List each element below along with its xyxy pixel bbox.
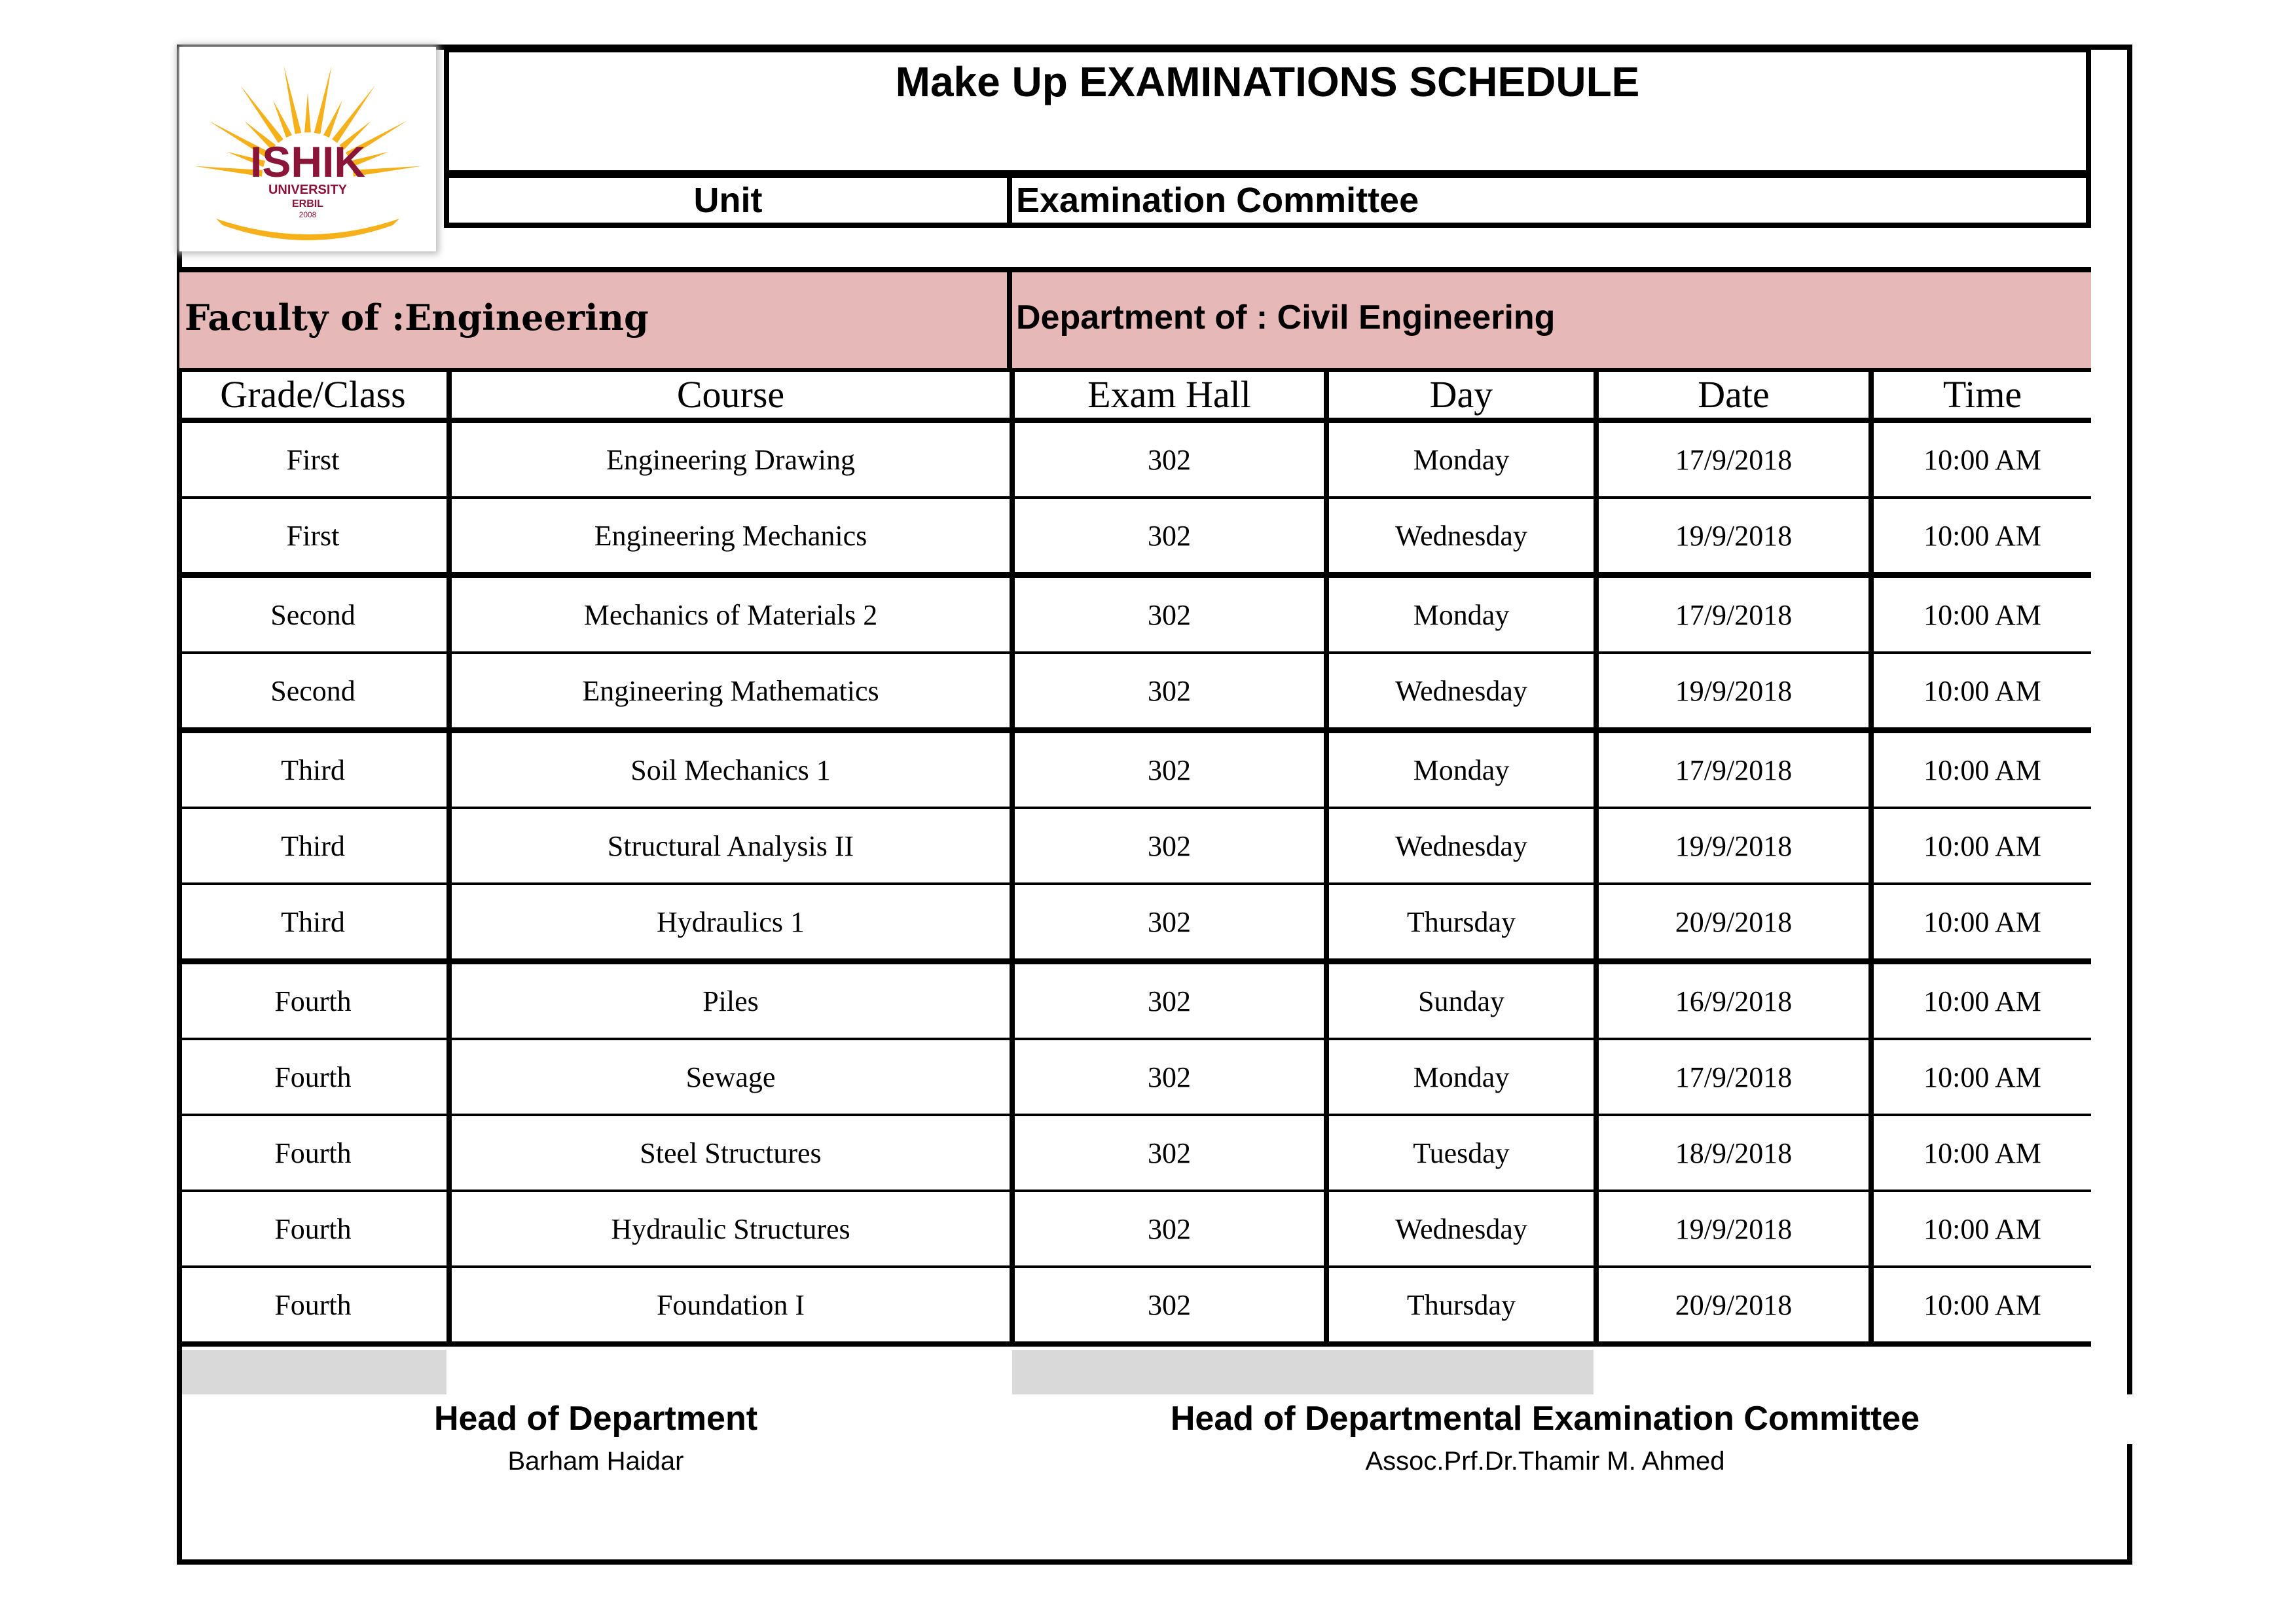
table-row xyxy=(179,731,2091,808)
date-cell: 19/9/2018 xyxy=(1596,653,1871,731)
department-label: Department of : Civil Engineering xyxy=(1016,299,1556,336)
logo-name: ISHIK xyxy=(249,137,366,186)
sun-ray xyxy=(332,85,375,143)
course-cell: Hydraulics 1 xyxy=(449,884,1012,962)
column-header-time: Time xyxy=(1871,370,2091,420)
signature-right-title: Head of Departmental Examination Committee xyxy=(1170,1400,1920,1438)
frame-right-border-lower xyxy=(2127,1444,2132,1565)
date-cell: 19/9/2018 xyxy=(1596,808,1871,884)
grade-cell: Third xyxy=(179,884,449,962)
date-cell: 16/9/2018 xyxy=(1596,962,1871,1040)
grade-cell: Fourth xyxy=(179,962,449,1040)
time-cell: 10:00 AM xyxy=(1871,420,2091,498)
table-row xyxy=(179,884,2091,962)
faculty-label: Faculty of :Engineering xyxy=(185,297,649,338)
course-cell: Hydraulic Structures xyxy=(449,1191,1012,1267)
grade-cell: Third xyxy=(179,731,449,808)
frame-bottom-border xyxy=(177,1559,2132,1565)
grade-cell: Fourth xyxy=(179,1267,449,1344)
day-cell: Monday xyxy=(1326,731,1596,808)
table-header-row xyxy=(179,370,2091,420)
table-row xyxy=(179,420,2091,498)
time-cell: 10:00 AM xyxy=(1871,731,2091,808)
date-cell: 20/9/2018 xyxy=(1596,884,1871,962)
unit-label: Unit xyxy=(693,181,763,220)
grade-cell: Third xyxy=(179,808,449,884)
column-header-grade: Grade/Class xyxy=(179,370,449,420)
page-title: Make Up EXAMINATIONS SCHEDULE xyxy=(895,58,1640,105)
day-cell: Wednesday xyxy=(1326,498,1596,575)
logo-line3: 2008 xyxy=(299,210,317,219)
day-cell: Wednesday xyxy=(1326,653,1596,731)
column-header-course: Course xyxy=(449,370,1012,420)
day-cell: Thursday xyxy=(1326,1267,1596,1344)
day-cell: Monday xyxy=(1326,575,1596,653)
grade-cell: First xyxy=(179,498,449,575)
date-cell: 17/9/2018 xyxy=(1596,420,1871,498)
frame-right-border-upper xyxy=(2127,45,2132,1394)
date-cell: 17/9/2018 xyxy=(1596,731,1871,808)
course-cell: Engineering Mathematics xyxy=(449,653,1012,731)
exam-hall-cell: 302 xyxy=(1012,1267,1326,1344)
day-cell: Wednesday xyxy=(1326,808,1596,884)
exam-hall-cell: 302 xyxy=(1012,808,1326,884)
time-cell: 10:00 AM xyxy=(1871,575,2091,653)
table-row xyxy=(179,575,2091,653)
sun-ray xyxy=(314,66,332,134)
table-row xyxy=(179,1115,2091,1191)
column-header-exam-hall: Exam Hall xyxy=(1012,370,1326,420)
exam-hall-cell: 302 xyxy=(1012,653,1326,731)
signature-left-title: Head of Department xyxy=(433,1400,758,1438)
time-cell: 10:00 AM xyxy=(1871,653,2091,731)
signature-right-name: Assoc.Prf.Dr.Thamir M. Ahmed xyxy=(1365,1447,1725,1476)
grade-cell: Second xyxy=(179,653,449,731)
day-cell: Monday xyxy=(1326,420,1596,498)
grey-strip-middle xyxy=(1012,1350,1594,1394)
time-cell: 10:00 AM xyxy=(1871,884,2091,962)
exam-hall-cell: 302 xyxy=(1012,1115,1326,1191)
grade-cell: First xyxy=(179,420,449,498)
column-header-date: Date xyxy=(1596,370,1871,420)
time-cell: 10:00 AM xyxy=(1871,808,2091,884)
table-row xyxy=(179,1039,2091,1115)
time-cell: 10:00 AM xyxy=(1871,962,2091,1040)
unit-separator xyxy=(1007,173,1012,228)
day-cell: Sunday xyxy=(1326,962,1596,1040)
time-cell: 10:00 AM xyxy=(1871,498,2091,575)
logo-line1: UNIVERSITY xyxy=(268,183,348,197)
course-cell: Sewage xyxy=(449,1039,1012,1115)
grey-strip-left xyxy=(182,1350,446,1394)
exam-hall-cell: 302 xyxy=(1012,420,1326,498)
course-cell: Soil Mechanics 1 xyxy=(449,731,1012,808)
date-cell: 19/9/2018 xyxy=(1596,498,1871,575)
table-row xyxy=(179,1191,2091,1267)
date-cell: 20/9/2018 xyxy=(1596,1267,1871,1344)
exam-hall-cell: 302 xyxy=(1012,962,1326,1040)
grade-cell: Second xyxy=(179,575,449,653)
exam-hall-cell: 302 xyxy=(1012,884,1326,962)
column-header-day: Day xyxy=(1326,370,1596,420)
grade-cell: Fourth xyxy=(179,1115,449,1191)
day-cell: Monday xyxy=(1326,1039,1596,1115)
table-body xyxy=(179,420,2091,1344)
schedule-table-wrapper xyxy=(179,368,2091,1347)
sun-logo-icon xyxy=(179,47,436,251)
sun-ray xyxy=(284,66,302,134)
date-cell: 17/9/2018 xyxy=(1596,1039,1871,1115)
schedule-table xyxy=(179,368,2091,1347)
table-row xyxy=(179,962,2091,1040)
time-cell: 10:00 AM xyxy=(1871,1267,2091,1344)
table-row xyxy=(179,1267,2091,1344)
logo-line2: ERBIL xyxy=(292,198,323,209)
sun-ray xyxy=(304,93,311,132)
day-cell: Wednesday xyxy=(1326,1191,1596,1267)
unit-value: Examination Committee xyxy=(1016,181,1419,220)
time-cell: 10:00 AM xyxy=(1871,1191,2091,1267)
sun-ray xyxy=(240,85,283,143)
course-cell: Structural Analysis II xyxy=(449,808,1012,884)
university-logo xyxy=(179,47,436,251)
course-cell: Steel Structures xyxy=(449,1115,1012,1191)
course-cell: Piles xyxy=(449,962,1012,1040)
day-cell: Thursday xyxy=(1326,884,1596,962)
course-cell: Mechanics of Materials 2 xyxy=(449,575,1012,653)
grade-cell: Fourth xyxy=(179,1039,449,1115)
exam-hall-cell: 302 xyxy=(1012,731,1326,808)
date-cell: 17/9/2018 xyxy=(1596,575,1871,653)
signature-left-name: Barham Haidar xyxy=(507,1447,684,1476)
date-cell: 19/9/2018 xyxy=(1596,1191,1871,1267)
exam-hall-cell: 302 xyxy=(1012,498,1326,575)
table-row xyxy=(179,498,2091,575)
course-cell: Foundation I xyxy=(449,1267,1012,1344)
table-row xyxy=(179,808,2091,884)
exam-hall-cell: 302 xyxy=(1012,1191,1326,1267)
time-cell: 10:00 AM xyxy=(1871,1039,2091,1115)
day-cell: Tuesday xyxy=(1326,1115,1596,1191)
exam-hall-cell: 302 xyxy=(1012,1039,1326,1115)
band-separator xyxy=(1007,267,1012,368)
table-row xyxy=(179,653,2091,731)
date-cell: 18/9/2018 xyxy=(1596,1115,1871,1191)
grade-cell: Fourth xyxy=(179,1191,449,1267)
course-cell: Engineering Mechanics xyxy=(449,498,1012,575)
course-cell: Engineering Drawing xyxy=(449,420,1012,498)
time-cell: 10:00 AM xyxy=(1871,1115,2091,1191)
exam-hall-cell: 302 xyxy=(1012,575,1326,653)
